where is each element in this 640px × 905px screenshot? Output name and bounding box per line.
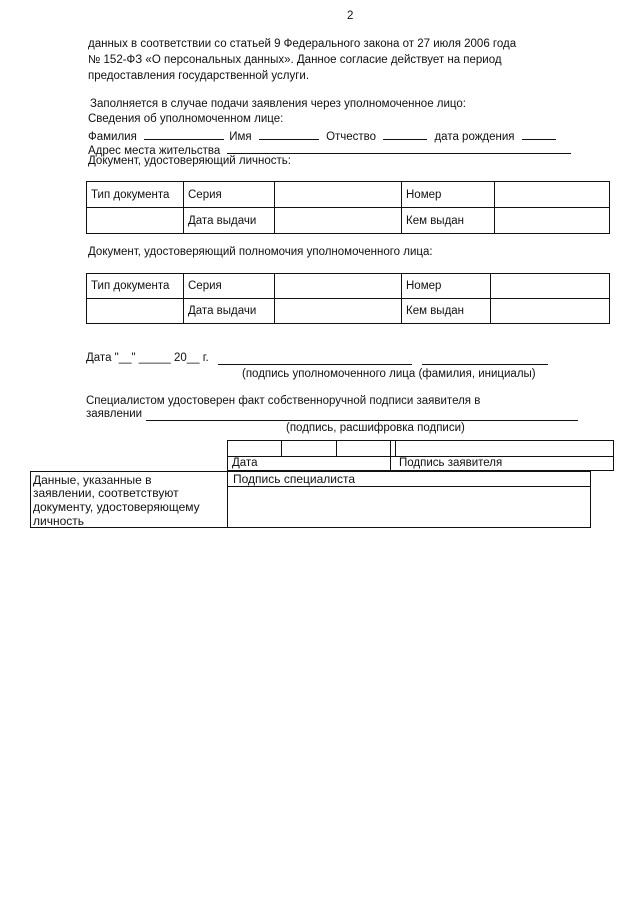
rep-signature-line[interactable] [218, 364, 412, 365]
note-line-1: Данные, указанные в [33, 473, 152, 487]
id-doc-table [86, 181, 610, 234]
specialist-signature-line[interactable] [146, 420, 578, 421]
birth-date-field[interactable] [522, 128, 556, 140]
specialist-line-2: заявлении [86, 408, 143, 420]
issued-by-label: Кем выдан [402, 208, 495, 234]
specialist-line-1: Специалистом удостоверен факт собственноручной подписи заявителя в [86, 395, 481, 407]
name-field[interactable] [259, 128, 319, 140]
number-label: Номер [402, 182, 495, 208]
rep-signature-caption: (подпись уполномоченного лица (фамилия, инициалы) [242, 368, 536, 380]
doc-type-field[interactable] [87, 299, 184, 324]
note-line-2: заявлении, соответствуют [33, 486, 179, 500]
consent-line-1: данных в соответствии со статьей 9 Федерального закона от 27 июля 2006 года [88, 38, 517, 50]
authority-doc-label: Документ, удостоверяющий полномочия уполномоченного лица: [88, 246, 433, 258]
rep-initials-line[interactable] [422, 364, 548, 365]
consent-line-3: предоставления государственной услуги. [88, 70, 310, 82]
series-label: Серия [184, 182, 275, 208]
rep-heading: Заполняется в случае подачи заявления через уполномоченное лицо: [90, 98, 466, 110]
authority-doc-table [86, 273, 610, 324]
issue-date-label: Дата выдачи [184, 208, 275, 234]
verification-box [30, 471, 591, 528]
page-number: 2 [347, 10, 354, 22]
issue-date-label: Дата выдачи [184, 299, 275, 324]
series-field[interactable] [275, 274, 402, 299]
specialist-signature-caption: (подпись, расшифровка подписи) [286, 422, 465, 434]
date-label: Дата [232, 457, 258, 469]
surname-field[interactable] [144, 128, 224, 140]
number-field[interactable] [495, 182, 610, 208]
name-label: Имя [229, 131, 252, 143]
id-doc-label: Документ, удостоверяющий личность: [88, 155, 291, 167]
specialist-signature-label: Подпись специалиста [233, 472, 355, 486]
patronymic-field[interactable] [383, 128, 427, 140]
number-field[interactable] [491, 274, 610, 299]
issued-by-field[interactable] [491, 299, 610, 324]
doc-type-label: Тип документа [87, 274, 184, 299]
issue-date-field[interactable] [275, 208, 402, 234]
rep-info-label: Сведения об уполномоченном лице: [88, 113, 284, 125]
date-sig-row [227, 456, 614, 471]
applicant-signature-label: Подпись заявителя [399, 457, 503, 469]
doc-type-field[interactable] [87, 208, 184, 234]
consent-line-2: № 152-ФЗ «О персональных данных». Данное согласие действует на период [88, 54, 502, 66]
series-field[interactable] [275, 182, 402, 208]
issue-date-field[interactable] [275, 299, 402, 324]
issued-by-field[interactable] [495, 208, 610, 234]
address-field[interactable] [227, 142, 571, 154]
specialist-signature-field[interactable] [228, 487, 590, 527]
rep-name-row [88, 128, 556, 143]
address-label: Адрес места жительства [88, 145, 221, 157]
patronymic-label: Отчество [326, 131, 377, 143]
doc-type-label: Тип документа [87, 182, 184, 208]
surname-label: Фамилия [88, 131, 137, 143]
note-line-4: личность [33, 514, 85, 528]
note-line-3: документу, удостоверяющему [33, 500, 200, 514]
number-label: Номер [402, 274, 491, 299]
birth-date-label: дата рождения [434, 131, 515, 143]
series-label: Серия [184, 274, 275, 299]
issued-by-label: Кем выдан [402, 299, 491, 324]
date-cells [227, 440, 614, 456]
date-prefix: Дата "__" _____ 20__ г. [86, 352, 209, 364]
